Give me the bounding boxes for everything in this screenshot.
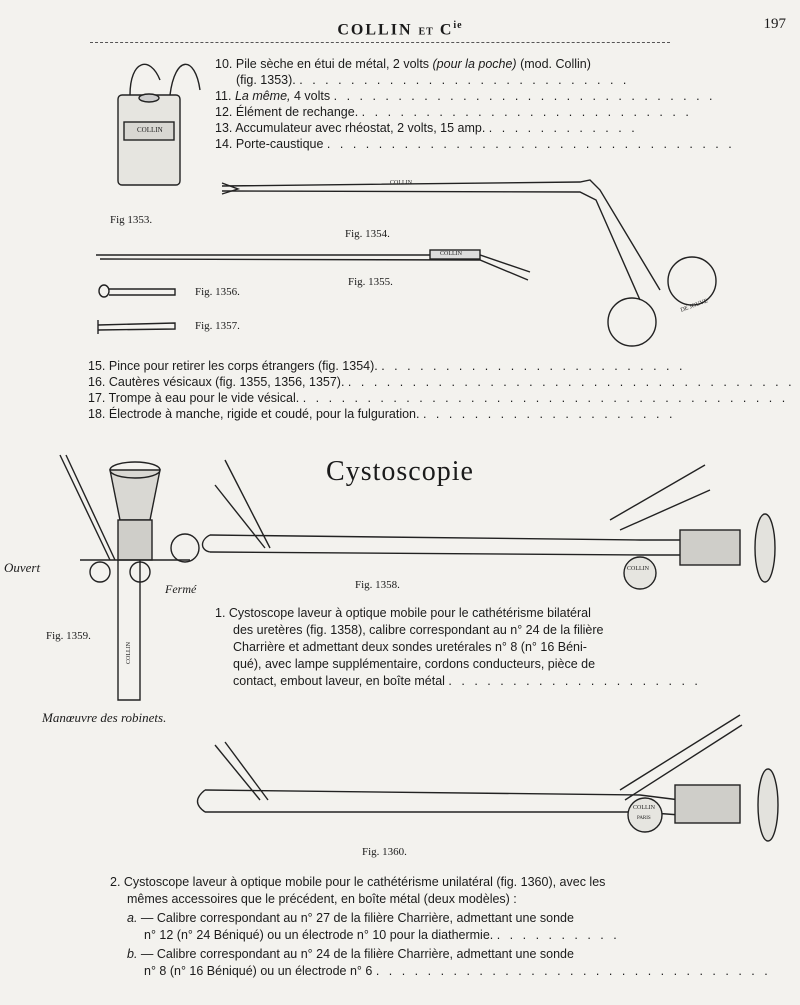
robinet-engraving: COLLIN [126, 642, 132, 664]
caption-fig-1358: Fig. 1358. [355, 579, 400, 591]
item-text: Accumulateur avec rhéostat, 2 volts, 15 amp. [235, 121, 486, 135]
leader-dots: . . . . . . . . . . . . . . . . . . . . [448, 674, 701, 688]
header-brand: COLLIN [337, 21, 413, 39]
caption-fig-1354: Fig. 1354. [345, 228, 390, 240]
cysto2-sub-b-line-2 [144, 963, 771, 979]
cautere-small-1356 [99, 285, 175, 297]
leader-dots: . . . . . . . . . . [496, 928, 620, 942]
leader-dots: . . . . . . . . . . . . . . . . . . . . . . . . . . [299, 73, 630, 87]
header-c: C [439, 21, 454, 39]
item-text: Élément de rechange. [235, 105, 359, 119]
header-ie: ie [453, 20, 463, 31]
cysto1-line-5 [233, 673, 701, 689]
cysto2-line-1: 2. Cystoscope laveur à optique mobile pour le cathétérisme unilatéral (fig. 1360), avec les [110, 875, 606, 889]
item-text: Électrode à manche, rigide et coudé, pour la fulguration. [108, 407, 420, 421]
item-text: Pile sèche en étui de métal, 2 volts [235, 57, 433, 71]
item-tail: (mod. Collin) [516, 57, 591, 71]
cysto1-line-1: 1. Cystoscope laveur à optique mobile pour le cathétérisme bilatéral [215, 606, 591, 620]
sub-a-text-1: — Calibre correspondant au n° 27 de la filière Charrière, admettant une sonde [140, 911, 574, 925]
item-13 [215, 120, 638, 136]
item-number: 13. [215, 121, 233, 135]
item-italic: (pour la poche) [432, 57, 517, 71]
cysto2-sub-a-line-1 [127, 910, 574, 926]
cysto1-line-3: Charrière et admettant deux sondes uretérales n° 8 (n° 16 Béni- [233, 640, 587, 654]
item-number: 14. [215, 137, 233, 151]
leader-dots: . . . . . . . . . . . . [488, 121, 638, 135]
cystoscope-1360-illustration [198, 715, 779, 841]
item-15 [88, 358, 685, 374]
item-10 [215, 56, 591, 72]
forceps-engraving: COLLIN [390, 180, 412, 186]
item-number: 15. [88, 359, 106, 373]
label-ouvert: Ouvert [4, 560, 41, 575]
cautere-engraving: COLLIN [440, 251, 462, 257]
leader-dots: . . . . . . . . . . . . . . . . . . . . . . . . . . . . . . [333, 89, 716, 103]
item-text: Trompe à eau pour le vide vésical. [108, 391, 300, 405]
item-12 [215, 104, 692, 120]
page-number: 197 [763, 16, 786, 32]
item-italic: La même, [234, 89, 291, 103]
sub-b-text-2: n° 8 (n° 16 Béniqué) ou un électrode n° 6 [144, 964, 373, 978]
item-text: (fig. 1353). [236, 73, 296, 87]
cysto2-engraving: COLLIN [633, 805, 655, 811]
battery-engraving: COLLIN [137, 126, 163, 134]
leader-dots: . . . . . . . . . . . . . . . . . . . . . . . . . . . . . . . . . . . [347, 375, 795, 389]
leader-dots: . . . . . . . . . . . . . . . . . . . . . . . . . . . . . . . [375, 964, 771, 978]
item-text: Pince pour retirer les corps étrangers (fig. 1354). [108, 359, 378, 373]
item-tail: 4 volts [290, 89, 331, 103]
cysto2-sub-b-line-1 [127, 946, 574, 962]
cysto1-engraving: COLLIN [627, 566, 649, 572]
cysto2-city-engraving: PARIS [637, 816, 651, 821]
item-10-cont [236, 72, 629, 88]
sub-a-text-2: n° 12 (n° 24 Béniqué) ou un électrode n° 10 pour la diathermie. [144, 928, 494, 942]
sub-label-a: a. [127, 911, 138, 925]
section-heading: Cystoscopie [326, 456, 474, 487]
cysto1-line-5-text: contact, embout laveur, en boîte métal [233, 674, 445, 688]
maker-engraving: DE JOUVE [679, 298, 709, 314]
cautere-small-1357 [98, 320, 175, 334]
item-16 [88, 374, 795, 390]
item-14 [215, 136, 735, 152]
leader-dots: . . . . . . . . . . . . . . . . . . . . . . . . . . . . . . . . . . . . . . [302, 391, 789, 405]
cysto2-sub-a-line-2 [144, 927, 620, 943]
item-11 [215, 88, 716, 104]
item-number: 12. [215, 105, 233, 119]
forceps-illustration [222, 180, 716, 346]
item-17 [88, 390, 788, 406]
label-ferme: Fermé [165, 582, 197, 596]
caption-fig-1356: Fig. 1356. [195, 286, 240, 298]
leader-dots: . . . . . . . . . . . . . . . . . . . . . . . . . . . . . . . . [326, 137, 735, 151]
cysto1-line-2: des uretères (fig. 1358), calibre correspondant au n° 24 de la filière [233, 623, 604, 637]
item-18 [88, 406, 675, 422]
cysto1-line-4: qué), avec lampe supplémentaire, cordons conducteurs, pièce de [233, 657, 596, 671]
caption-fig-1355: Fig. 1355. [348, 276, 393, 288]
sub-label-b: b. [127, 947, 138, 961]
item-number: 18. [88, 407, 106, 421]
leader-dots: . . . . . . . . . . . . . . . . . . . . . . . . . . [361, 105, 692, 119]
item-number: 16. [88, 375, 106, 389]
header-et: ET [418, 26, 434, 38]
caption-manoeuvre: Manœuvre des robinets. [42, 710, 167, 725]
item-number: 10. [215, 57, 233, 71]
sub-b-text-1: — Calibre correspondant au n° 24 de la filière Charrière, admettant une sonde [140, 947, 574, 961]
caption-fig-1353: Fig 1353. [110, 214, 153, 226]
item-text: Cautères vésicaux (fig. 1355, 1356, 1357). [108, 375, 345, 389]
battery-illustration [118, 64, 200, 185]
leader-dots: . . . . . . . . . . . . . . . . . . . . [422, 407, 676, 421]
cautere-illustration [96, 250, 530, 280]
leader-dots: . . . . . . . . . . . . . . . . . . . . . . . . [381, 359, 686, 373]
item-text: Porte-caustique [235, 137, 324, 151]
item-number: 17. [88, 391, 106, 405]
cysto2-line-2: mêmes accessoires que le précédent, en boîte métal (deux modèles) : [127, 892, 517, 906]
caption-fig-1357: Fig. 1357. [195, 320, 240, 332]
caption-fig-1360: Fig. 1360. [362, 846, 407, 858]
item-number: 11. [215, 89, 232, 103]
caption-fig-1359: Fig. 1359. [46, 630, 91, 642]
